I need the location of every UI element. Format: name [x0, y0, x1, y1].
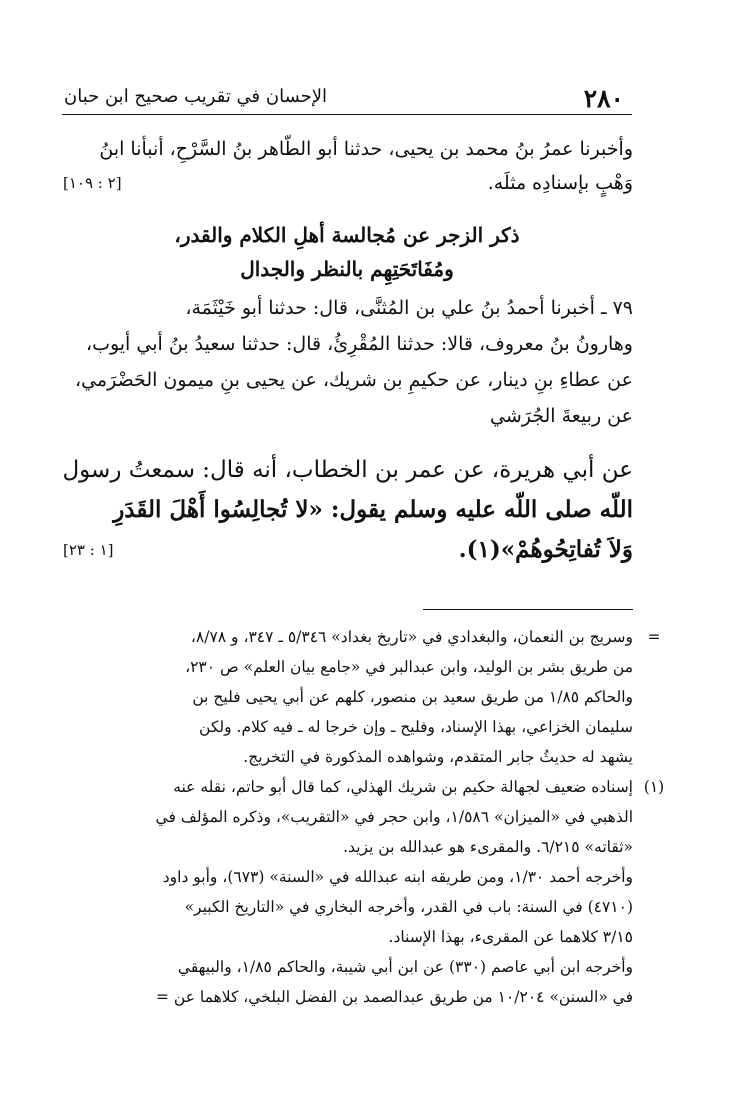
- matn-paragraph: [63, 450, 633, 570]
- footnote-line: وأخرجه أحمد ١/٣٠، ومن طريقه ابنه عبدالله في «السنة» (٦٧٣)، وأبو داود: [162, 868, 633, 886]
- footnote-line: وسريج بن النعمان، والبغدادي في «تاريخ بغداد» ٥/٣٤٦ ـ ٣٤٧، و ٨/٧٨،: [190, 628, 633, 646]
- hadith-reference: [١ : ٢٣]: [63, 541, 114, 559]
- paragraph-chain-repeat: [63, 132, 633, 200]
- footnote-line: إسناده ضعيف لجهالة حكيم بن شريك الهذلي، كما قال أبو حاتم، نقله عنه: [173, 778, 633, 796]
- running-title: الإحسان في تقريب صحيح ابن حبان: [64, 86, 328, 107]
- isnad-paragraph: [63, 290, 633, 434]
- footnote-marker: (١): [643, 778, 665, 796]
- text-line: [63, 166, 633, 200]
- heading-line: ذكر الزجر عن مُجالسة أهلِ الكلام والقدر،: [174, 223, 520, 247]
- text-line: ٧٩ ـ أخبرنا أحمدُ بنُ علي بن المُثنَّى، قال: حدثنا أبو خَيْثَمَة،: [185, 297, 633, 319]
- text-line: عن ربيعةَ الجُرَشي: [489, 405, 633, 427]
- page-header: [62, 80, 632, 115]
- text-line: عن أبي هريرة، عن عمر بن الخطاب، أنه قال: سمعتُ رسول: [62, 457, 633, 483]
- heading-line: ومُفَاتَحَتِهِم بالنظر والجدال: [240, 257, 454, 281]
- footnote-continuation: [63, 622, 661, 772]
- text-line: [63, 530, 633, 570]
- footnote-line: وأخرجه ابن أبي عاصم (٣٣٠) عن ابن أبي شيبة، والحاكم ١/٨٥، والبيهقي: [177, 958, 633, 976]
- footnote-marker: =: [647, 628, 661, 646]
- footnote-line: يشهد له حديثُ جابر المتقدم، وشواهده المذكورة في التخريج.: [243, 748, 633, 766]
- footnote-line: في «السنن» ١٠/٢٠٤ من طريق عبدالصمد بن الفضل البلخي، كلاهما عن =: [156, 988, 633, 1006]
- footnote-line: الذهبي في «الميزان» ١/٥٨٦، وابن حجر في «التقريب»، وذكره المؤلف في: [155, 808, 633, 826]
- text-line: وأخبرنا عمرُ بنُ محمد بن يحيى، حدثنا أبو الطّاهر بنُ السَّرْحِ، أنبأنا ابنُ: [99, 138, 633, 160]
- footnote-line: من طريق بشر بن الوليد، وابن عبدالبر في «جامع بيان العلم» ص ٢٣٠،: [185, 658, 633, 676]
- text-line: اللّه صلى اللّه عليه وسلم يقول: «لا تُجالِسُوا أَهْلَ القَدَرِ: [113, 496, 633, 523]
- footnote-line: (٤٧١٠) في السنة: باب في القدر، وأخرجه البخاري في «التاريخ الكبير»: [184, 898, 633, 916]
- footnote-1: [63, 772, 665, 1012]
- footnote-separator: [423, 609, 633, 610]
- footnote-line: «ثقاته» ٦/٢١٥. والمقرىء هو عبدالله بن يزيد.: [343, 838, 633, 856]
- chapter-heading: [62, 218, 632, 286]
- text-line-content: وَلاَ تُفاتِحُوهُمْ»(١).: [458, 536, 633, 563]
- page-number: ٢٨٠: [583, 84, 624, 113]
- hadith-reference: [٢ : ١٠٩]: [63, 174, 122, 192]
- footnote-line: والحاكم ١/٨٥ من طريق سعيد بن منصور، كلهم عن أبي يحيى فليح بن: [192, 688, 633, 706]
- footnote-line: ٣/١٥ كلاهما عن المقرىء، بهذا الإسناد.: [388, 928, 633, 946]
- text-line-content: وَهْبٍ بإسنادِه مثلَه.: [487, 172, 633, 194]
- footnote-line: سليمان الخزاعي، بهذا الإسناد، وفليح ـ وإن خرجا له ـ فيه كلام. ولكن: [199, 718, 633, 736]
- text-line: وهارونُ بنُ معروف، قالا: حدثنا المُقْرِئُ، قال: حدثنا سعيدُ بنُ أبي أيوب،: [85, 333, 633, 355]
- text-line: عن عطاءِ بنِ دينار، عن حكيمِ بن شريك، عن يحيى بنِ ميمون الحَضْرَمي،: [74, 369, 633, 391]
